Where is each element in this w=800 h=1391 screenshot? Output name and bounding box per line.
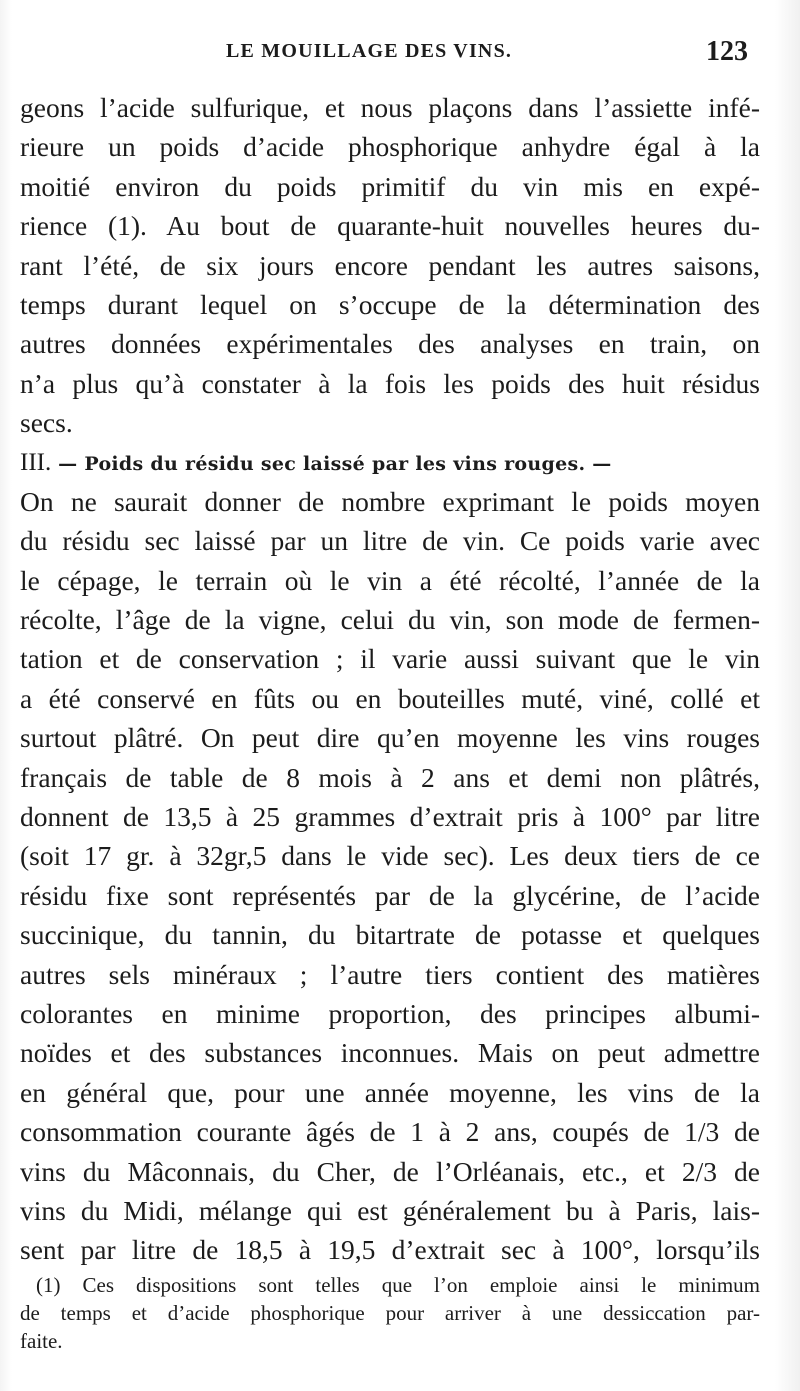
text-line: résidu fixe sont représentés par de la glycérine, de l’acide bbox=[20, 879, 760, 911]
text-line: geons l’acide sulfurique, et nous plaçons dans l’assiette infé- bbox=[20, 92, 760, 123]
text-line: noïdes et des substances inconnues. Mais on peut admettre bbox=[20, 1037, 760, 1069]
text-line: du résidu sec laissé par un litre de vin. Ce poids varie avec bbox=[20, 525, 760, 557]
text-line: moitié environ du poids primitif du vin mis en expé- bbox=[20, 170, 760, 202]
text-line: en général que, pour une année moyenne, les vins de la bbox=[20, 1076, 760, 1108]
footnote-line: (1) Ces dispositions sont telles que l’on emploie ainsi le minimum bbox=[36, 1273, 760, 1297]
text-line: rience (1). Au bout de quarante-huit nouvelles heures du- bbox=[20, 210, 760, 242]
body-text bbox=[20, 88, 760, 1270]
text-line: surtout plâtré. On peut dire qu’en moyenne les vins rouges bbox=[20, 722, 760, 754]
text-line: n’a plus qu’à constater à la fois les poids des huit résidus bbox=[20, 367, 760, 399]
text-line: vins du Midi, mélange qui est généralement bu à Paris, lais- bbox=[20, 1194, 760, 1226]
text-line: français de table de 8 mois à 2 ans et demi non plâtrés, bbox=[20, 761, 760, 793]
footnote-line: faite. bbox=[20, 1329, 63, 1353]
text-line: consommation courante âgés de 1 à 2 ans, coupés de 1/3 de bbox=[20, 1116, 760, 1148]
footnote-line: de temps et d’acide phosphorique pour arriver à une dessiccation par- bbox=[20, 1301, 760, 1325]
text-line: colorantes en minime proportion, des principes albumi- bbox=[20, 997, 760, 1029]
page-header bbox=[0, 38, 800, 78]
text-line: récolte, l’âge de la vigne, celui du vin, son mode de fermen- bbox=[20, 604, 760, 636]
text-line: donnent de 13,5 à 25 grammes d’extrait pris à 100° par litre bbox=[20, 801, 760, 833]
text-line: (soit 17 gr. à 32gr,5 dans le vide sec). Les deux tiers de ce bbox=[20, 840, 760, 872]
text-line: secs. bbox=[20, 407, 73, 439]
text-line: sent par litre de 18,5 à 19,5 d’extrait sec à 100°, lorsqu’ils bbox=[20, 1234, 760, 1266]
text-line: autres sels minéraux ; l’autre tiers contient des matières bbox=[20, 958, 760, 990]
text-line: rant l’été, de six jours encore pendant les autres saisons, bbox=[20, 249, 760, 281]
page-number: 123 bbox=[706, 36, 748, 67]
section-number: III. bbox=[20, 448, 52, 476]
section-heading bbox=[20, 443, 760, 482]
text-line: succinique, du tannin, du bitartrate de potasse et quelques bbox=[20, 919, 760, 951]
text-line: autres données expérimentales des analyses en train, on bbox=[20, 328, 760, 360]
text-line: le cépage, le terrain où le vin a été récolté, l’année de la bbox=[20, 564, 760, 596]
text-line: temps durant lequel on s’occupe de la détermination des bbox=[20, 288, 760, 320]
text-line: On ne saurait donner de nombre exprimant le poids moyen bbox=[20, 485, 760, 517]
section-title: — Poids du résidu sec laissé par les vins rouges. — bbox=[51, 452, 612, 475]
footnotes bbox=[20, 1271, 760, 1355]
text-line: rieure un poids d’acide phosphorique anhydre égal à la bbox=[20, 131, 760, 163]
running-head: LE MOUILLAGE DES VINS. bbox=[226, 40, 513, 62]
text-line: vins du Mâconnais, du Cher, de l’Orléanais, etc., et 2/3 de bbox=[20, 1155, 760, 1187]
text-line: a été conservé en fûts ou en bouteilles muté, viné, collé et bbox=[20, 682, 760, 714]
text-line: tation et de conservation ; il varie aussi suivant que le vin bbox=[20, 643, 760, 675]
